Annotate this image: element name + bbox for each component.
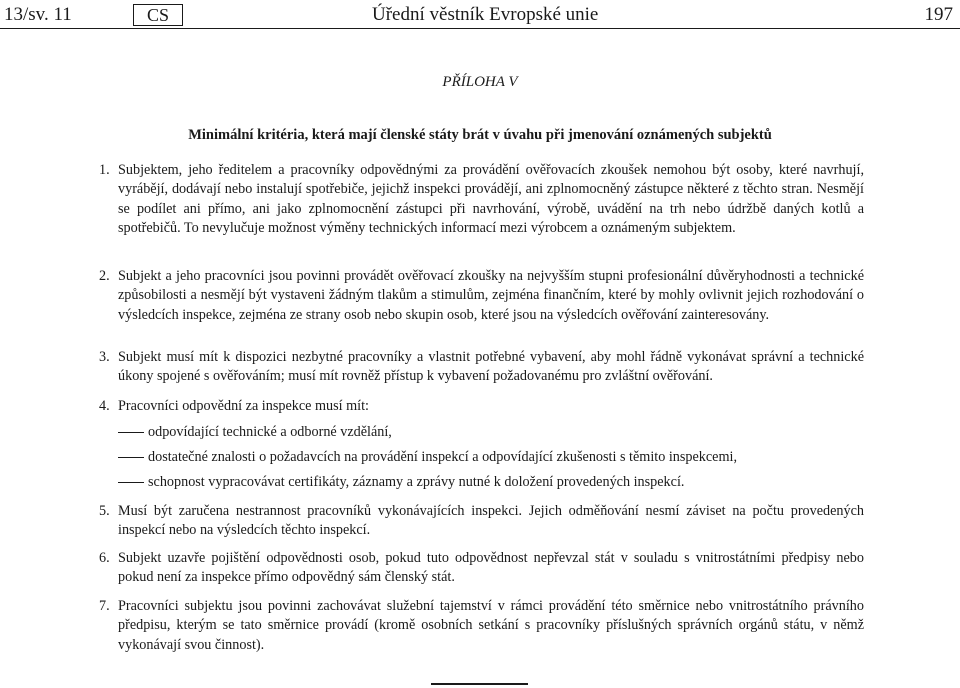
- sub-item-2: [118, 448, 863, 467]
- item-text: Musí být zaručena nestrannost pracovníků vykonávajících inspekci. Jejich odměňování nesmí záviset na počtu provedených inspekcí nebo na výsledcích těchto inspekcí.: [118, 503, 864, 539]
- sub-item-text: schopnost vypracovávat certifikáty, záznamy a zprávy nutné k doložení provedených inspekcí.: [148, 474, 685, 490]
- header-journal-title: Úřední věstník Evropské unie: [372, 4, 599, 25]
- item-number: 6.: [99, 550, 110, 566]
- header-issue: 13/sv. 11: [4, 4, 72, 25]
- item-number: 3.: [99, 349, 110, 365]
- item-text: Subjektem, jeho ředitelem a pracovníky odpovědnými za provádění ověřovacích zkoušek nemohou být osoby, které navrhují, vyrábějí, dodávají nebo instalují spotřebiče, jejichž inspekci provádějí, ani zplnomocněný zástupce některé z těchto stran. Nesmějí se podílet ani přímo, ani jako zplnomocnění zástupci při navrhování, výrobě, uvádění na trh nebo údržbě daných kotlů a spotřebičů. To nevylučuje možnost výměny technických informací mezi výrobcem a oznámeným subjektem.: [118, 162, 864, 237]
- list-item-7: [99, 597, 864, 655]
- header-page-number: 197: [924, 4, 953, 25]
- item-text: Subjekt musí mít k dispozici nezbytné pracovníky a vlastnit potřebné vybavení, aby mohl řádně vykonávat správní a technické úkony spojené s ověřováním; musí mít rovněž přístup k vybavení požadovanému pro zvláštní ověřování.: [118, 349, 864, 385]
- item-text: Pracovníci odpovědní za inspekce musí mít:: [118, 398, 369, 414]
- list-item-5: [99, 502, 864, 541]
- list-item-6: [99, 549, 864, 588]
- dash-marker: [118, 457, 144, 458]
- item-number: 7.: [99, 598, 110, 614]
- item-text: Subjekt a jeho pracovníci jsou povinni provádět ověřovací zkoušky na nejvyšším stupni profesionální důvěryhodnosti a technické způsobilosti a nesmějí být vystaveni žádným tlakům a stimulům, zejména finančním, které by mohly ovlivnit jejich rozhodování o výsledcích inspekce, zejména ze strany osob nebo skupin osob, které jsou na výsledcích ověřování zainteresovány.: [118, 268, 864, 323]
- sub-item-1: [118, 423, 863, 442]
- item-number: 2.: [99, 268, 110, 284]
- sub-item-text: dostatečné znalosti o požadavcích na provádění inspekcí a odpovídající zkušenosti s těmito inspekcemi,: [148, 449, 738, 465]
- list-item-1: [99, 161, 864, 239]
- list-item-3: [99, 348, 864, 387]
- sub-item-text: odpovídající technické a odborné vzdělání,: [148, 424, 392, 440]
- sub-item-3: [118, 473, 863, 492]
- list-item-2: [99, 267, 864, 325]
- dash-marker: [118, 482, 144, 483]
- header-rule: [0, 28, 960, 29]
- list-item-4: [99, 397, 864, 416]
- item-number: 5.: [99, 503, 110, 519]
- item-text: Pracovníci subjektu jsou povinni zachovávat služební tajemství v rámci provádění této směrnice nebo vnitrostátního právního předpisu, kterým se tato směrnice provádí (kromě osobních setkání s pracovníky příslušných správních orgánů státu, v němž vykonávají svou činnost).: [118, 598, 864, 653]
- end-rule: [431, 683, 528, 685]
- annex-title: Minimální kritéria, která mají členské státy brát v úvahu při jmenování oznámených subjektů: [188, 127, 772, 143]
- dash-marker: [118, 432, 144, 433]
- item-text: Subjekt uzavře pojištění odpovědnosti osob, pokud tuto odpovědnost nepřevzal stát v souladu s vnitrostátními předpisy nebo pokud není za inspekce přímo odpovědný sám členský stát.: [118, 550, 864, 586]
- item-number: 1.: [99, 162, 110, 178]
- item-number: 4.: [99, 398, 110, 414]
- header-language-box: CS: [133, 4, 183, 26]
- annex-label: PŘÍLOHA V: [442, 74, 518, 90]
